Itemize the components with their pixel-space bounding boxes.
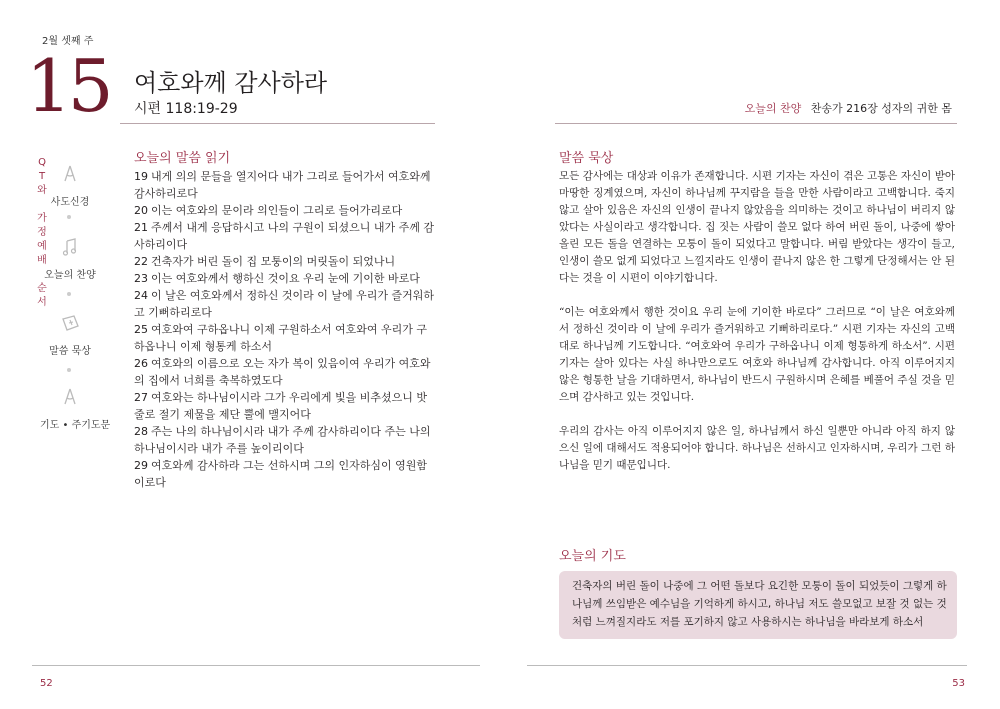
prayer-heading: 오늘의 기도 [559, 549, 626, 564]
verse-text: 건축자가 버린 돌이 집 모퉁이의 머릿돌이 되었나니 [151, 255, 396, 268]
sidebar-item-label: 오늘의 찬양 [44, 270, 96, 281]
hymn-title: 찬송가 216장 성자의 귀한 몸 [810, 102, 952, 115]
verse [134, 253, 436, 270]
praying-hands-icon [40, 163, 100, 189]
verse-text: 여호와는 하나님이시라 그가 우리에게 빛을 비추셨으니 밧줄로 절기 제물을 제단 뿔에 맬지어다 [134, 391, 428, 421]
sidebar-dot [67, 215, 71, 219]
vertical-char: 서 [37, 297, 47, 308]
page-number-left: 52 [40, 678, 53, 689]
verse-number: 24 [134, 289, 148, 302]
verse-text: 주께서 내게 응답하시고 나의 구원이 되셨으니 내가 주께 감사하리이다 [134, 221, 434, 251]
hymn-line [745, 100, 952, 116]
verse-number: 25 [134, 323, 148, 336]
meditation-paragraph: 모든 감사에는 대상과 이유가 존재합니다. 시편 기자는 자신이 겪은 고통은 자신이 받아 마땅한 징계였으며, 자신이 하나님께 꾸지람을 들을 만한 사람이라고 고백합니다. 죽지 않고 살아 있음은 자신의 인생이 끝나지 않았음을 의미하는 것이고 하나님이 버리지 않았다는 사실이라고 생각합니다. 집 짓는 사람이 쓸모 없다 하여 버린 돌이, 나중에 쌓아 올린 모든 돌을 연결하는 모퉁이 돌이 되었다고 말합니다. 버림 받았다는 생각이 들고, 인생이 쓸모 없게 되었다고 느낄지라도 인생이 끝나지 않은 한 그렇게 단정해서는 안 된다는 것을 이 시편이 이야기합니다. [559, 170, 955, 284]
verse [134, 321, 436, 355]
verse [134, 202, 436, 219]
footer-divider-right [527, 665, 967, 666]
header-divider-left [120, 123, 435, 124]
verse-number: 21 [134, 221, 148, 234]
header-divider-right [555, 123, 957, 124]
hymn-label: 오늘의 찬양 [744, 102, 802, 115]
verse-number: 20 [134, 204, 148, 217]
verse [134, 355, 436, 389]
bible-icon [40, 312, 100, 338]
verse-text: 여호와의 이름으로 오는 자가 복이 있음이여 우리가 여호와의 집에서 너희를 축복하였도다 [134, 357, 431, 387]
verse [134, 287, 436, 321]
verse [134, 219, 436, 253]
vertical-char: 순 [37, 283, 47, 294]
verse-number: 26 [134, 357, 148, 370]
verse-text: 이는 여호와의 문이라 의인들이 그리로 들어가리로다 [151, 204, 403, 217]
sidebar-item-label: 사도신경 [50, 197, 90, 208]
verse-number: 19 [134, 170, 148, 183]
meditation-paragraph: “이는 여호와께서 행한 것이요 우리 눈에 기이한 바로다” 그러므로 “이 날은 여호와께서 정하신 것이라 이 날에 우리가 즐거워하고 기뻐하리로다.” 시편 기자는 자신의 고백대로 하나님께 기도합니다. “여호와여 우리가 구하옵나니 이제 형통하게 하소서”. 시편 기자는 살아 있다는 사실 하나만으로도 여호와 하나님께 감사합니다. 아직 이루어지지 않은 형통한 날을 기대하면서, 하나님이 반드시 구원하시며 은혜를 베풀어 주실 것을 믿으며 감사하고 있는 것입니다. [559, 306, 955, 403]
sidebar-dot [67, 368, 71, 372]
verse-text: 주는 나의 하나님이시라 내가 주께 감사하리이다 주는 나의 하나님이시라 내가 주를 높이리이다 [134, 425, 431, 455]
verse [134, 168, 436, 202]
praying-hands-icon [40, 386, 100, 412]
vertical-char: 배 [37, 255, 47, 266]
sidebar-item-label: 기도 • 주기도문 [40, 420, 111, 431]
sidebar-item-meditation [40, 312, 100, 357]
verse [134, 270, 436, 287]
day-number: 15 [26, 44, 110, 128]
verse-number: 23 [134, 272, 148, 285]
footer-divider-left [32, 665, 480, 666]
vertical-char: 정 [37, 227, 47, 238]
sidebar-dot [67, 292, 71, 296]
verse [134, 457, 436, 491]
verse-text: 이는 여호와께서 행하신 것이요 우리 눈에 기이한 바로다 [151, 272, 420, 285]
page-title: 여호와께 감사하라 [134, 69, 328, 97]
sidebar-item-apostles-creed [40, 163, 100, 208]
verse-number: 28 [134, 425, 148, 438]
verse-number: 27 [134, 391, 148, 404]
verse-text: 여호와여 구하옵나니 이제 구원하소서 여호와여 우리가 구하옵나니 이제 형통케 하소서 [134, 323, 428, 353]
verse [134, 423, 436, 457]
sidebar-item-hymn [40, 236, 100, 281]
week-label: 2월 셋째 주 [42, 36, 94, 47]
vertical-char: Q [38, 157, 46, 168]
vertical-char: T [38, 171, 46, 182]
meditation-heading: 말씀 묵상 [559, 151, 614, 166]
vertical-char: 와 [37, 185, 47, 196]
verse-number: 29 [134, 459, 148, 472]
scripture-reference: 시편 118:19-29 [134, 101, 238, 117]
music-note-icon [40, 236, 100, 262]
verse-text: 내게 의의 문들을 열지어다 내가 그리로 들어가서 여호와께 감사하리로다 [134, 170, 431, 200]
sidebar-item-prayer [40, 386, 111, 431]
verse-list [134, 168, 436, 491]
prayer-text: 건축자의 버린 돌이 나중에 그 어떤 돌보다 요긴한 모퉁이 돌이 되었듯이 그렇게 하나님께 쓰임받은 예수님을 기억하게 하시고, 하나님 저도 쓸모없고 보잘 것 없는 것처럼 느껴질지라도 저를 포기하지 않고 사용하시는 하나님을 바라보게 하소서 [572, 580, 947, 628]
verse-text: 여호와께 감사하라 그는 선하시며 그의 인자하심이 영원함이로다 [134, 459, 428, 489]
vertical-char: 예 [37, 241, 47, 252]
sidebar-item-label: 말씀 묵상 [49, 346, 91, 357]
vertical-char: 가 [37, 213, 47, 224]
page-number-right: 53 [952, 678, 965, 689]
meditation-paragraph: 우리의 감사는 아직 이루어지지 않은 일, 하나님께서 하신 일뿐만 아니라 아직 하지 않으신 일에 대해서도 적용되어야 합니다. 하나님은 선하시고 인자하시며, 우리가 그런 하나님을 믿기 때문입니다. [559, 425, 955, 471]
verse-number: 22 [134, 255, 148, 268]
verse-text: 이 날은 여호와께서 정하신 것이라 이 날에 우리가 즐거워하고 기뻐하리로다 [134, 289, 434, 319]
verse [134, 389, 436, 423]
reading-heading: 오늘의 말씀 읽기 [134, 151, 231, 166]
meditation-body [559, 168, 955, 491]
